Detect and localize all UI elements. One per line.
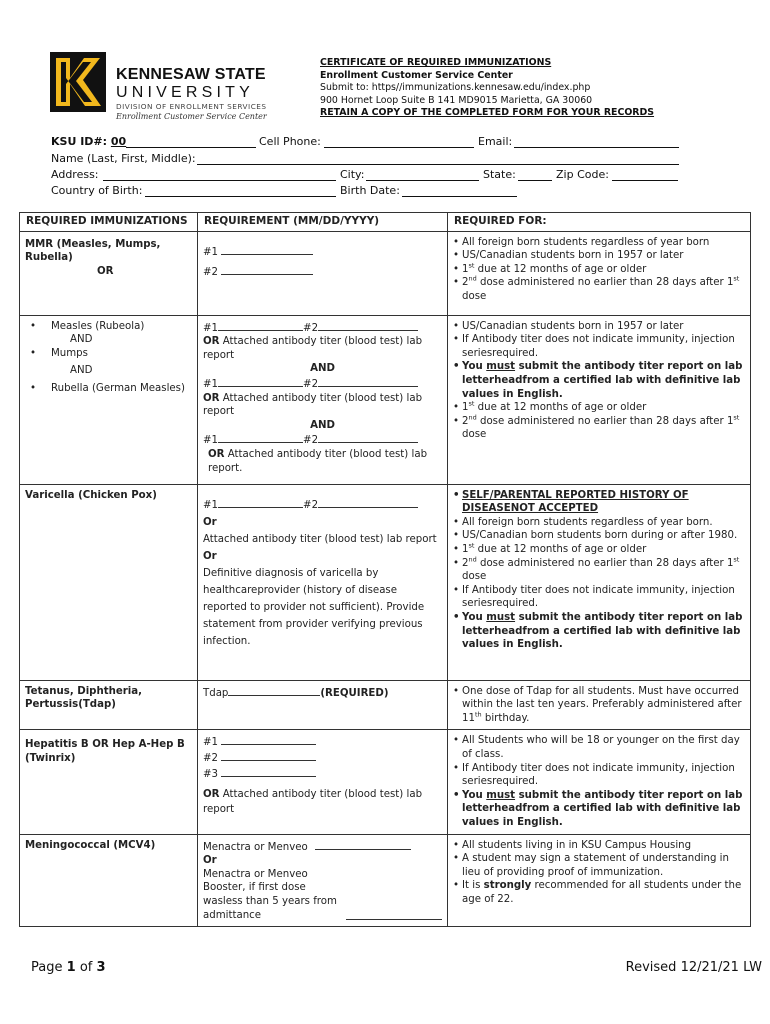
submit-text: submit the antibody titer report on lab letterheadfrom a certified lab with definitive lab values in English. [462,611,743,651]
tdap-label: Tdap [203,687,229,699]
booster-text: Menactra or Menveo Booster, if first dose wasless than 5 years from admittance [203,868,337,921]
birth-date-label: Birth Date: [340,184,400,197]
table-row-separate [20,315,751,484]
mening-required-cell [448,834,751,927]
logo-division: DIVISION OF ENROLLMENT SERVICES [116,102,267,111]
mmr-dose-2-label: #2 [203,267,219,279]
tdap-date-field[interactable] [228,685,320,696]
or-label: Or [203,855,217,867]
hep-required-cell [448,730,751,834]
center-name: Enrollment Customer Service Center [320,69,513,81]
you-text: You [462,611,483,623]
list-item: • US/Canadian students born in 1957 or later [453,249,745,263]
city-label: City: [340,168,365,181]
separate-name-cell [20,315,198,484]
page-current: 1 [66,960,76,975]
table-row-varicella [20,484,751,680]
mumps-dose-2-field[interactable] [318,376,418,387]
table-row-meningococcal [20,834,751,927]
list-item: • If Antibody titer does not indicate immunity, injection seriesrequired. [453,584,745,611]
list-item [453,789,745,830]
varicella-dose-2-field[interactable] [318,497,418,508]
dose-label: #1 [203,499,219,511]
country-label: Country of Birth: [51,184,143,197]
list-item: • 1st due at 12 months of age or older [453,263,745,277]
hep-dose-1-field[interactable] [221,734,316,745]
email-label: Email: [478,135,513,148]
ksu-logo [50,52,290,122]
list-item: • 2nd dose administered no earlier than 28 days after 1st dose [453,415,745,442]
hep-doses-cell [198,730,448,834]
list-item: • Measles (Rubeola) [30,320,192,334]
dose-label: #3 [203,769,219,781]
submit-text: submit the antibody titer report on lab letterheadfrom a certified lab with definitive lab values in English. [462,361,743,400]
list-item: • If Antibody titer does not indicate immunity, injection seriesrequired. [453,762,745,789]
or-label: OR [203,336,220,348]
must-text: must [486,361,516,373]
you-text: You [462,361,483,373]
or-label: Or [203,550,217,562]
mmr-dose-1-field[interactable] [221,244,313,255]
mmr-dose-1-label: #1 [203,246,219,258]
or-label: OR [203,392,220,404]
or-label: Or [203,516,217,528]
titer-text: Attached antibody titer (blood test) lab report [203,789,423,816]
dose-label: #2 [303,499,319,511]
page-of: of [79,960,93,975]
dose-label: #1 [203,378,219,390]
mmr-dose-2-field[interactable] [221,264,313,275]
rubella-dose-1-field[interactable] [218,432,303,443]
titer-text: Attached antibody titer (blood test) lab report. [208,448,428,474]
zip-label: Zip Code: [556,168,609,181]
measles-dose-2-field[interactable] [318,320,418,331]
logo-office: Enrollment Customer Service Center [116,112,267,121]
page-prefix: Page [31,960,63,975]
document-header [320,57,654,120]
mmr-required-cell [448,231,751,315]
retain-notice: RETAIN A COPY OF THE COMPLETED FORM FOR YOUR RECORDS [320,107,655,119]
city-field[interactable] [366,180,479,181]
zip-field[interactable] [612,180,678,181]
submit-text: submit the antibody titer report on lab letterheadfrom a certified lab with definitive lab values in English. [462,789,743,828]
birth-date-field[interactable] [402,196,517,197]
you-text: You [462,789,483,801]
state-label: State: [483,168,516,181]
list-item: • Mumps [30,347,192,361]
table-row-mmr [20,231,751,315]
titer-text: Attached antibody titer (blood test) lab report [203,336,423,361]
dose-label: #2 [203,753,219,765]
list-item: • 2nd dose administered no earlier than 28 days after 1st dose [453,557,745,584]
list-item: • A student may sign a statement of understanding in lieu of providing proof of immunization. [453,852,745,879]
or-label: OR [203,789,220,801]
rubella-dose-2-field[interactable] [318,432,418,443]
list-item [453,611,745,652]
page-number [31,960,106,975]
page-total: 3 [96,960,106,975]
dose-label: #2 [303,378,319,390]
list-item: • One dose of Tdap for all students. Must have occurred within the last ten years. Preferably administered after 11th birthday. [453,685,745,726]
it-text: It is [462,880,481,892]
name-field[interactable] [197,164,679,165]
mening-name-cell [20,834,198,927]
varicella-name-cell [20,484,198,680]
list-item: • All foreign born students regardless of year born. [453,516,745,530]
logo-university: UNIVERSITY [116,84,255,101]
address-field[interactable] [103,180,336,181]
logo-name: KENNESAW STATE [116,66,266,83]
list-item: • US/Canadian born students born during or after 1980. [453,529,745,543]
separate-and-1: AND [70,334,93,346]
separate-required-cell [448,315,751,484]
address-label: Address: [51,168,99,181]
country-field[interactable] [145,196,336,197]
titer-text: Attached antibody titer (blood test) lab report [203,392,423,418]
table-row-tdap [20,680,751,730]
strongly-text: strongly [483,880,532,892]
separate-and-2: AND [70,365,93,377]
and-label: AND [310,363,335,375]
submit-line: Submit to: https//immunizations.kennesaw.edu/index.php [320,82,591,94]
must-text: must [486,611,516,623]
tdap-name: Tetanus, Diphtheria, Pertussis(Tdap) [25,685,143,711]
ksu-id-field[interactable] [126,147,256,148]
separate-doses-cell [198,315,448,484]
list-item: • If Antibody titer does not indicate immunity, injection seriesrequired. [453,333,745,360]
col-header-requirement: REQUIREMENT (MM/DD/YYYY) [198,213,448,232]
mmr-doses-cell [198,231,448,315]
col-header-required-for: REQUIRED FOR: [448,213,751,232]
menactra-label: Menactra or Menveo [203,841,308,853]
table-header-row [20,213,751,232]
list-item: • All foreign born students regardless of year born [453,236,745,250]
list-item [453,879,745,906]
cell-phone-field[interactable] [324,147,474,148]
table-row-hepatitis [20,730,751,834]
diagnosis-text: Definitive diagnosis of varicella by healthcareprovider (history of disease reported to provider not sufficient). Provide statement from provider verifying previous infection. [203,567,425,647]
list-item: • All students living in in KSU Campus Housing [453,839,745,853]
must-text: must [486,789,516,801]
mening-name: Meningococcal (MCV4) [25,839,156,851]
mailing-address: 900 Hornet Loop Suite B 141 MD9015 Marietta, GA 30060 [320,94,593,106]
booster-date-field[interactable] [346,909,442,920]
mening-doses-cell [198,834,448,927]
ksu-id-label-text: KSU ID#: [51,135,108,148]
varicella-doses-cell [198,484,448,680]
list-item [453,360,745,401]
dose-label: #1 [203,322,219,334]
immunization-table [19,212,751,927]
mmr-name-cell [20,231,198,315]
hep-dose-2-field[interactable] [221,750,316,761]
tdap-required: (REQUIRED) [320,687,389,699]
mumps-dose-1-field[interactable] [218,376,303,387]
measles-dose-1-field[interactable] [218,320,303,331]
state-field[interactable] [518,180,552,181]
menactra-date-field[interactable] [315,839,411,850]
name-label: Name (Last, First, Middle): [51,152,196,165]
varicella-name: Varicella (Chicken Pox) [25,489,157,501]
ksu-logo-mark-icon [50,52,106,112]
dose-label: #1 [203,737,219,749]
varicella-required-cell [448,484,751,680]
list-item: • US/Canadian students born in 1957 or later [453,320,745,334]
cell-phone-label: Cell Phone: [259,135,321,148]
and-label: AND [310,419,335,431]
email-field[interactable] [514,147,679,148]
dose-label: #2 [303,435,319,447]
list-item: • 1st due at 12 months of age or older [453,401,745,415]
ksu-id-label [51,135,126,148]
tdap-required-cell [448,680,751,730]
document-title: CERTIFICATE OF REQUIRED IMMUNIZATIONS [320,57,552,68]
revision-note: Revised 12/21/21 LW [625,960,762,975]
list-item: • 2nd dose administered no earlier than 28 days after 1st dose [453,276,745,303]
mmr-or: OR [97,265,114,277]
ksu-id-value: 00 [110,135,127,148]
titer-text: Attached antibody titer (blood test) lab report [203,533,437,545]
tdap-name-cell [20,680,198,730]
list-item: • SELF/PARENTAL REPORTED HISTORY OF DISEASENOT ACCEPTED [453,489,745,516]
col-header-immunizations: REQUIRED IMMUNIZATIONS [20,213,198,232]
dose-label: #1 [203,435,219,447]
dose-label: #2 [303,322,319,334]
recommend-text: recommended for all students under the age of 22. [462,880,742,905]
hep-name: Hepatitis B OR Hep A-Hep B (Twinrix) [25,739,185,764]
list-item: • 1st due at 12 months of age or older [453,543,745,557]
or-label: OR [208,448,225,460]
list-item: • All Students who will be 18 or younger on the first day of class. [453,734,745,761]
varicella-dose-1-field[interactable] [218,497,303,508]
hep-name-cell [20,730,198,834]
mmr-name: MMR (Measles, Mumps, Rubella) [25,238,161,264]
list-item: • Rubella (German Measles) [30,382,192,396]
tdap-dose-cell [198,680,448,730]
hep-dose-3-field[interactable] [221,766,316,777]
